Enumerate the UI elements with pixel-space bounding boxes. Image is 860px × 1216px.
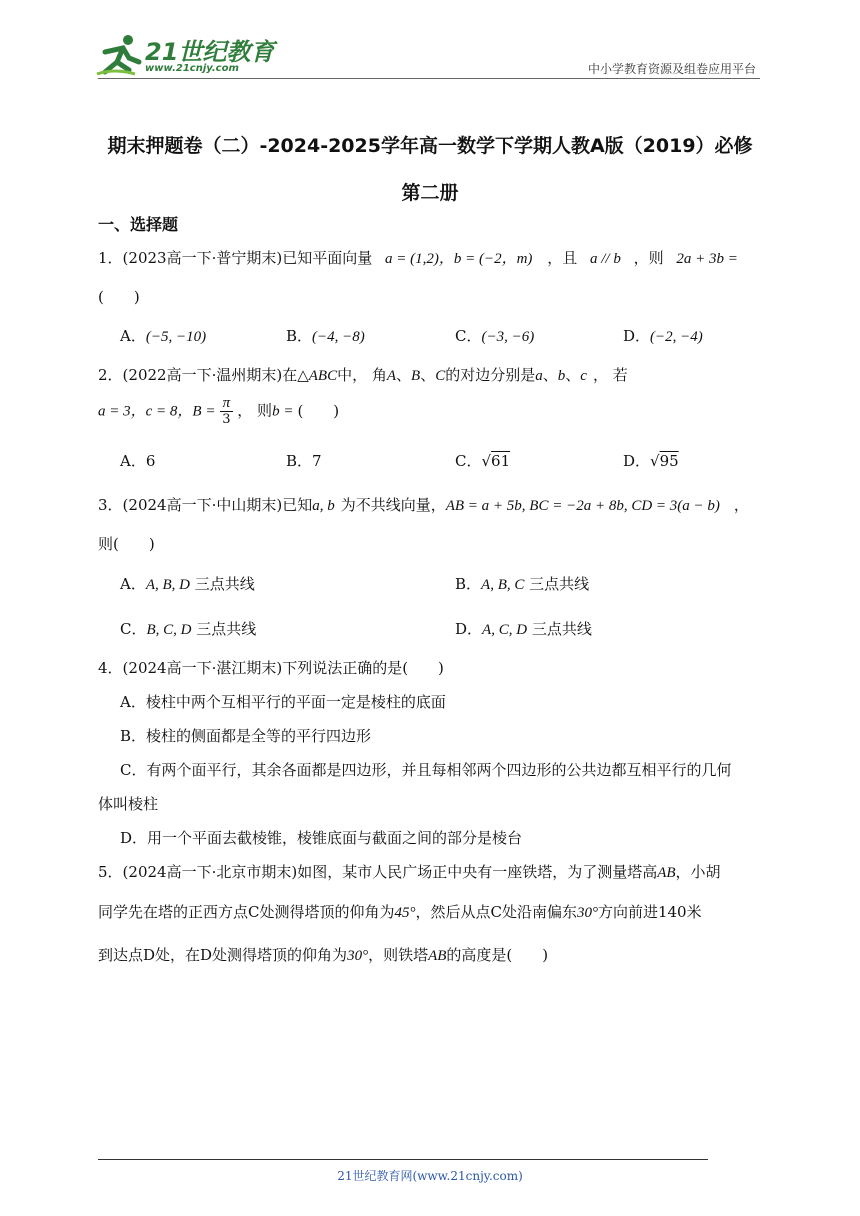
q1-paren: ( ): [98, 288, 140, 306]
header-platform-text: 中小学教育资源及组卷应用平台: [587, 62, 756, 76]
q2-condition: a = 3，c = 8，B = $\frac{\pi}{3}$ ， 则b = ( ): [98, 395, 340, 427]
q4-option-c[interactable]: C．有两个面平行，其余各面都是四边形，并且每相邻两个四边形的公共边都互相平行的几何: [120, 761, 732, 779]
logo-url: www.21cnjy.com: [145, 63, 239, 74]
footer-divider: [98, 1159, 708, 1160]
q3-option-a[interactable]: A．A, B, D 三点共线: [120, 575, 255, 593]
section-heading: 一、选择题: [98, 215, 179, 234]
q2-option-a[interactable]: A．6: [120, 452, 156, 470]
q4-stem: 4．(2024高一下·湛江期末)下列说法正确的是( ): [98, 659, 444, 677]
q1-stem: 1．(2023高一下·普宁期末)已知平面向量 a = (1,2)，b = (−2，m) ，且 a // b ，则 2a + 3b =: [98, 249, 738, 267]
q3-option-b[interactable]: B．A, B, C 三点共线: [455, 575, 590, 593]
q1-option-b[interactable]: B．(−4, −8): [286, 327, 365, 345]
sqrt-icon: √: [650, 452, 660, 470]
q2-option-c[interactable]: C．√61: [455, 452, 511, 470]
q2-option-d[interactable]: D．√95: [623, 452, 679, 470]
logo-text: 21世纪教育: [145, 38, 275, 66]
q1-vectors: a = (1,2)，b = (−2，m): [384, 251, 533, 267]
q3-expression: AB = a + 5b, BC = −2a + 8b, CD = 3(a − b): [445, 498, 720, 514]
header-divider: [98, 78, 760, 79]
q3-option-d[interactable]: D．A, C, D 三点共线: [455, 620, 592, 638]
q3-stem: 3．(2024高一下·中山期末)已知a, b 为不共线向量，AB = a + 5b, BC = −2a + 8b, CD = 3(a − b) ，: [98, 496, 749, 514]
q1-option-c[interactable]: C．(−3, −6): [455, 327, 535, 345]
q4-option-a[interactable]: A．棱柱中两个互相平行的平面一定是棱柱的底面: [120, 693, 446, 711]
q1-expression: 2a + 3b =: [676, 251, 738, 267]
q2-stem: 2．(2022高一下·温州期末)在△ABC中， 角A、B、C的对边分别是a、b、c ， 若: [98, 366, 628, 384]
q5-stem-line2: 同学先在塔的正西方点C处测得塔顶的仰角为45°，然后从点C处沿南偏东30°方向前进140米: [98, 903, 702, 921]
footer-link[interactable]: 21世纪教育网(www.21cnjy.com): [337, 1169, 523, 1183]
q5-stem-line1: 5．(2024高一下·北京市期末)如图，某市人民广场正中央有一座铁塔，为了测量塔高AB，小胡: [98, 863, 721, 881]
q4-option-d[interactable]: D．用一个平面去截棱锥，棱锥底面与截面之间的部分是棱台: [120, 829, 523, 847]
q2-fraction: $\frac{\pi}{3}$: [222, 395, 231, 427]
q1-option-d[interactable]: D．(−2, −4): [623, 327, 703, 345]
q2-option-b[interactable]: B．7: [286, 452, 322, 470]
sqrt-icon: √: [481, 452, 492, 470]
page-title-line2: 第二册: [401, 182, 459, 204]
runner-logo-icon: [95, 32, 145, 78]
q4-option-c-cont: 体叫棱柱: [98, 795, 159, 813]
page-title-line1: 期末押题卷（二）-2024-2025学年高一数学下学期人教A版（2019）必修: [107, 135, 753, 157]
q1-parallel: a // b: [590, 251, 621, 267]
q1-option-a[interactable]: A．(−5, −10): [120, 327, 207, 345]
q3-option-c[interactable]: C．B, C, D 三点共线: [120, 620, 257, 638]
q4-option-b[interactable]: B．棱柱的侧面都是全等的平行四边形: [120, 727, 372, 745]
q3-line2: 则( ): [98, 535, 155, 553]
q5-stem-line3: 到达点D处，在D处测得塔顶的仰角为30°，则铁塔AB的高度是( ): [98, 946, 549, 964]
